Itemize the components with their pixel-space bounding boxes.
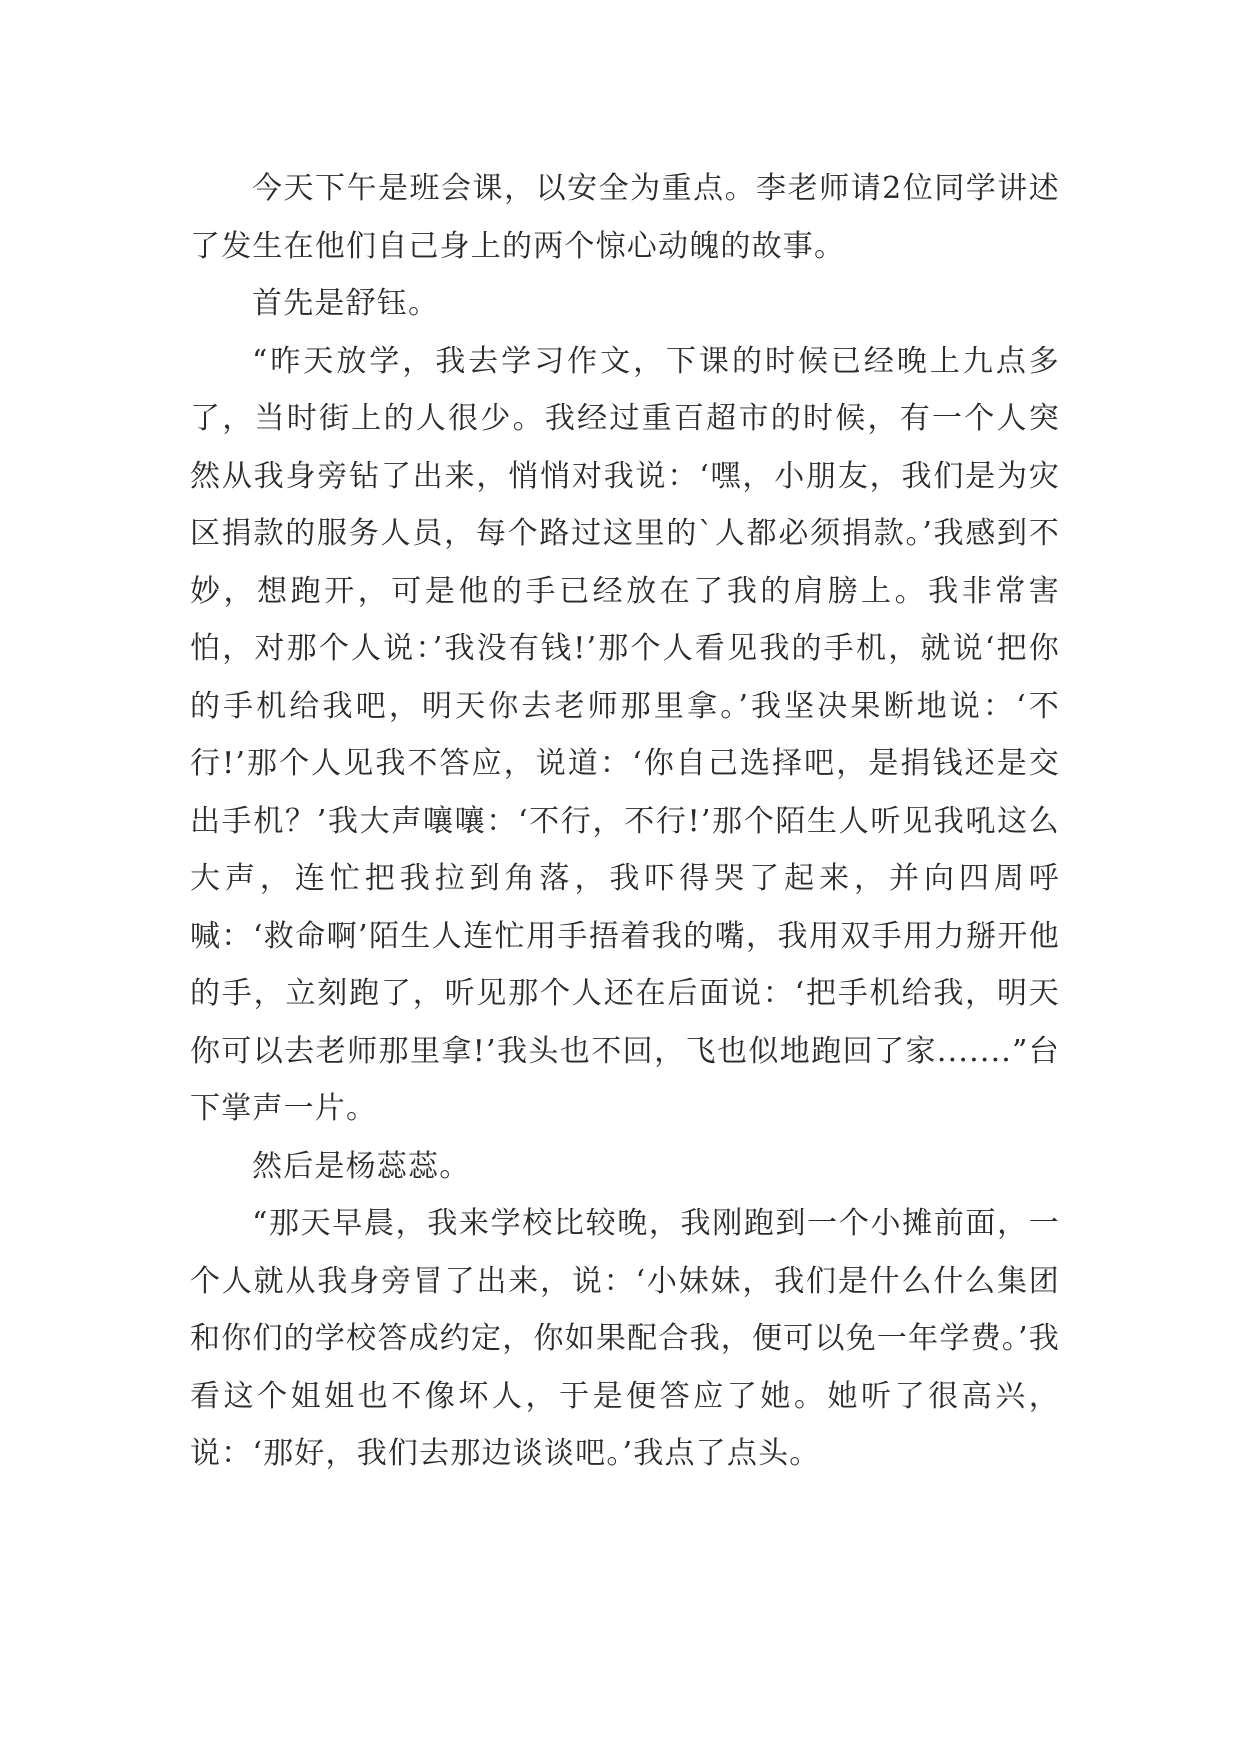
paragraph-second-story: “那天早晨，我来学校比较晚，我刚跑到一个小摊前面，一个人就从我身旁冒了出来，说：‘小妹妹，我们是什么什么集团和你们的学校答成约定，你如果配合我，便可以免一年学费。’我看这个姐姐也不像坏人，于是便答应了她。她听了很高兴，说：‘那好，我们去那边谈谈吧。’我点了点头。 <box>190 1206 1060 1471</box>
paragraph-first-story: “昨天放学，我去学习作文，下课的时候已经晚上九点多了，当时街上的人很少。我经过重百超市的时候，有一个人突然从我身旁钻了出来，悄悄对我说：‘嘿，小朋友，我们是为灾区捐款的服务人员，每个路过这里的`人都必须捐款。’我感到不妙，想跑开，可是他的手已经放在了我的肩膀上。我非常害怕，对那个人说：’我没有钱!’那个人看见我的手机，就说‘把你的手机给我吧，明天你去老师那里拿。’我坚决果断地说：‘不行!’那个人见我不答应，说道：‘你自己选择吧，是捐钱还是交出手机？’我大声嚷嚷：‘不行，不行!’那个陌生人听见我吼这么大声，连忙把我拉到角落，我吓得哭了起来，并向四周呼喊：‘救命啊’陌生人连忙用手捂着我的嘴，我用双手用力掰开他的手，立刻跑了，听见那个人还在后面说：‘把手机给我，明天你可以去老师那里拿!’我头也不回，飞也似地跑回了家.......”台下掌声一片。 <box>190 343 1060 1126</box>
document-body <box>190 160 1060 1483</box>
paragraph-first-speaker: 首先是舒钰。 <box>252 286 440 321</box>
paragraph-second-speaker: 然后是杨蕊蕊。 <box>252 1148 471 1184</box>
paragraph-intro: 今天下午是班会课，以安全为重点。李老师请2位同学讲述了发生在他们自己身上的两个惊心动魄的故事。 <box>190 171 1060 264</box>
